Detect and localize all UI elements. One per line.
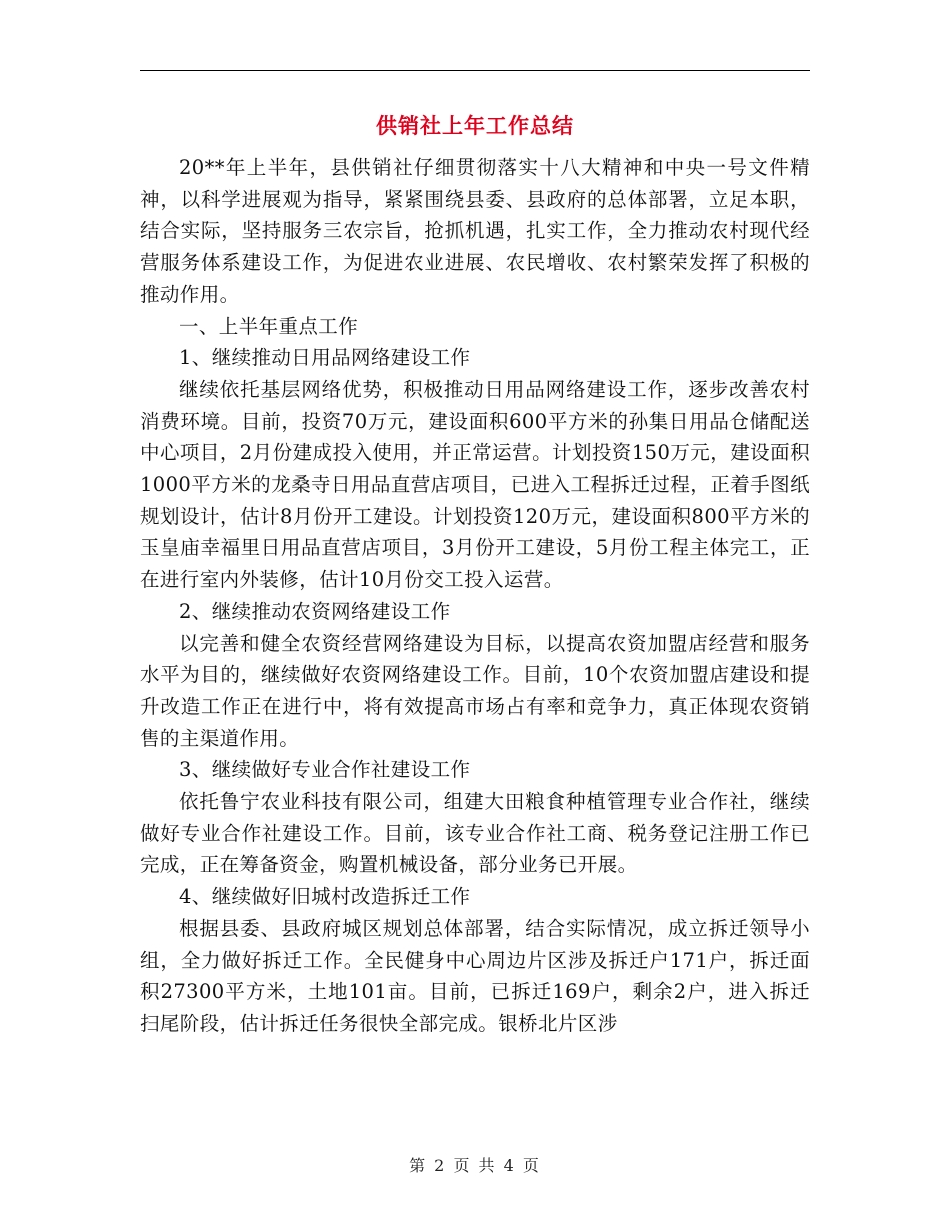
- paragraph-cooperative-building: 依托鲁宁农业科技有限公司，组建大田粮食种植管理专业合作社，继续做好专业合作社建设工作。目前，该专业合作社工商、税务登记注册工作已完成，正在筹备资金，购置机械设备，部分业务已开展。: [140, 790, 810, 877]
- paragraph-old-village-renovation: 根据县委、县政府城区规划总体部署，结合实际情况，成立拆迁领导小组，全力做好拆迁工作。全民健身中心周边片区涉及拆迁户171户，拆迁面积27300平方米，土地101亩。目前，已拆迁169户，剩余2户，进入拆迁扫尾阶段，估计拆迁任务很快全部完成。银桥北片区涉: [140, 916, 810, 1035]
- subheading-cooperative-building: 3、继续做好专业合作社建设工作: [179, 758, 471, 782]
- subheading-old-village-renovation: 4、继续做好旧城村改造拆迁工作: [179, 885, 471, 909]
- subheading-daily-goods-network: 1、继续推动日用品网络建设工作: [179, 346, 471, 370]
- intro-paragraph: 20**年上半年，县供销社仔细贯彻落实十八大精神和中央一号文件精神，以科学进展观为指导，紧紧围绕县委、县政府的总体部署，立足本职，结合实际，坚持服务三农宗旨，抢抓机遇，扎实工作，全力推动农村现代经营服务体系建设工作，为促进农业进展、农民增收、农村繁荣发挥了积极的推动作用。: [140, 156, 810, 306]
- document-body: [140, 152, 810, 1040]
- document-title: 供销社上年工作总结: [376, 113, 574, 138]
- page-number-footer: 第 2 页 共 4 页: [409, 1156, 541, 1175]
- section-heading-key-work: 一、上半年重点工作: [179, 314, 359, 338]
- paragraph-agri-supplies-network: 以完善和健全农资经营网络建设为目标，以提高农资加盟店经营和服务水平为目的，继续做好农资网络建设工作。目前，10个农资加盟店建设和提升改造工作正在进行中，将有效提高市场占有率和竞争力，真正体现农资销售的主渠道作用。: [140, 631, 810, 750]
- paragraph-daily-goods-network: 继续依托基层网络优势，积极推动日用品网络建设工作，逐步改善农村消费环境。目前，投资70万元，建设面积600平方米的孙集日用品仓储配送中心项目，2月份建成投入使用，并正常运营。计划投资150万元，建设面积1000平方米的龙桑寺日用品直营店项目，已进入工程拆迁过程，正着手图纸规划设计，估计8月份开工建设。计划投资120万元，建设面积800平方米的玉皇庙幸福里日用品直营店项目，3月份开工建设，5月份工程主体完工，正在进行室内外装修，估计10月份交工投入运营。: [140, 377, 810, 592]
- subheading-agri-supplies-network: 2、继续推动农资网络建设工作: [179, 599, 451, 623]
- header-rule: [140, 70, 810, 71]
